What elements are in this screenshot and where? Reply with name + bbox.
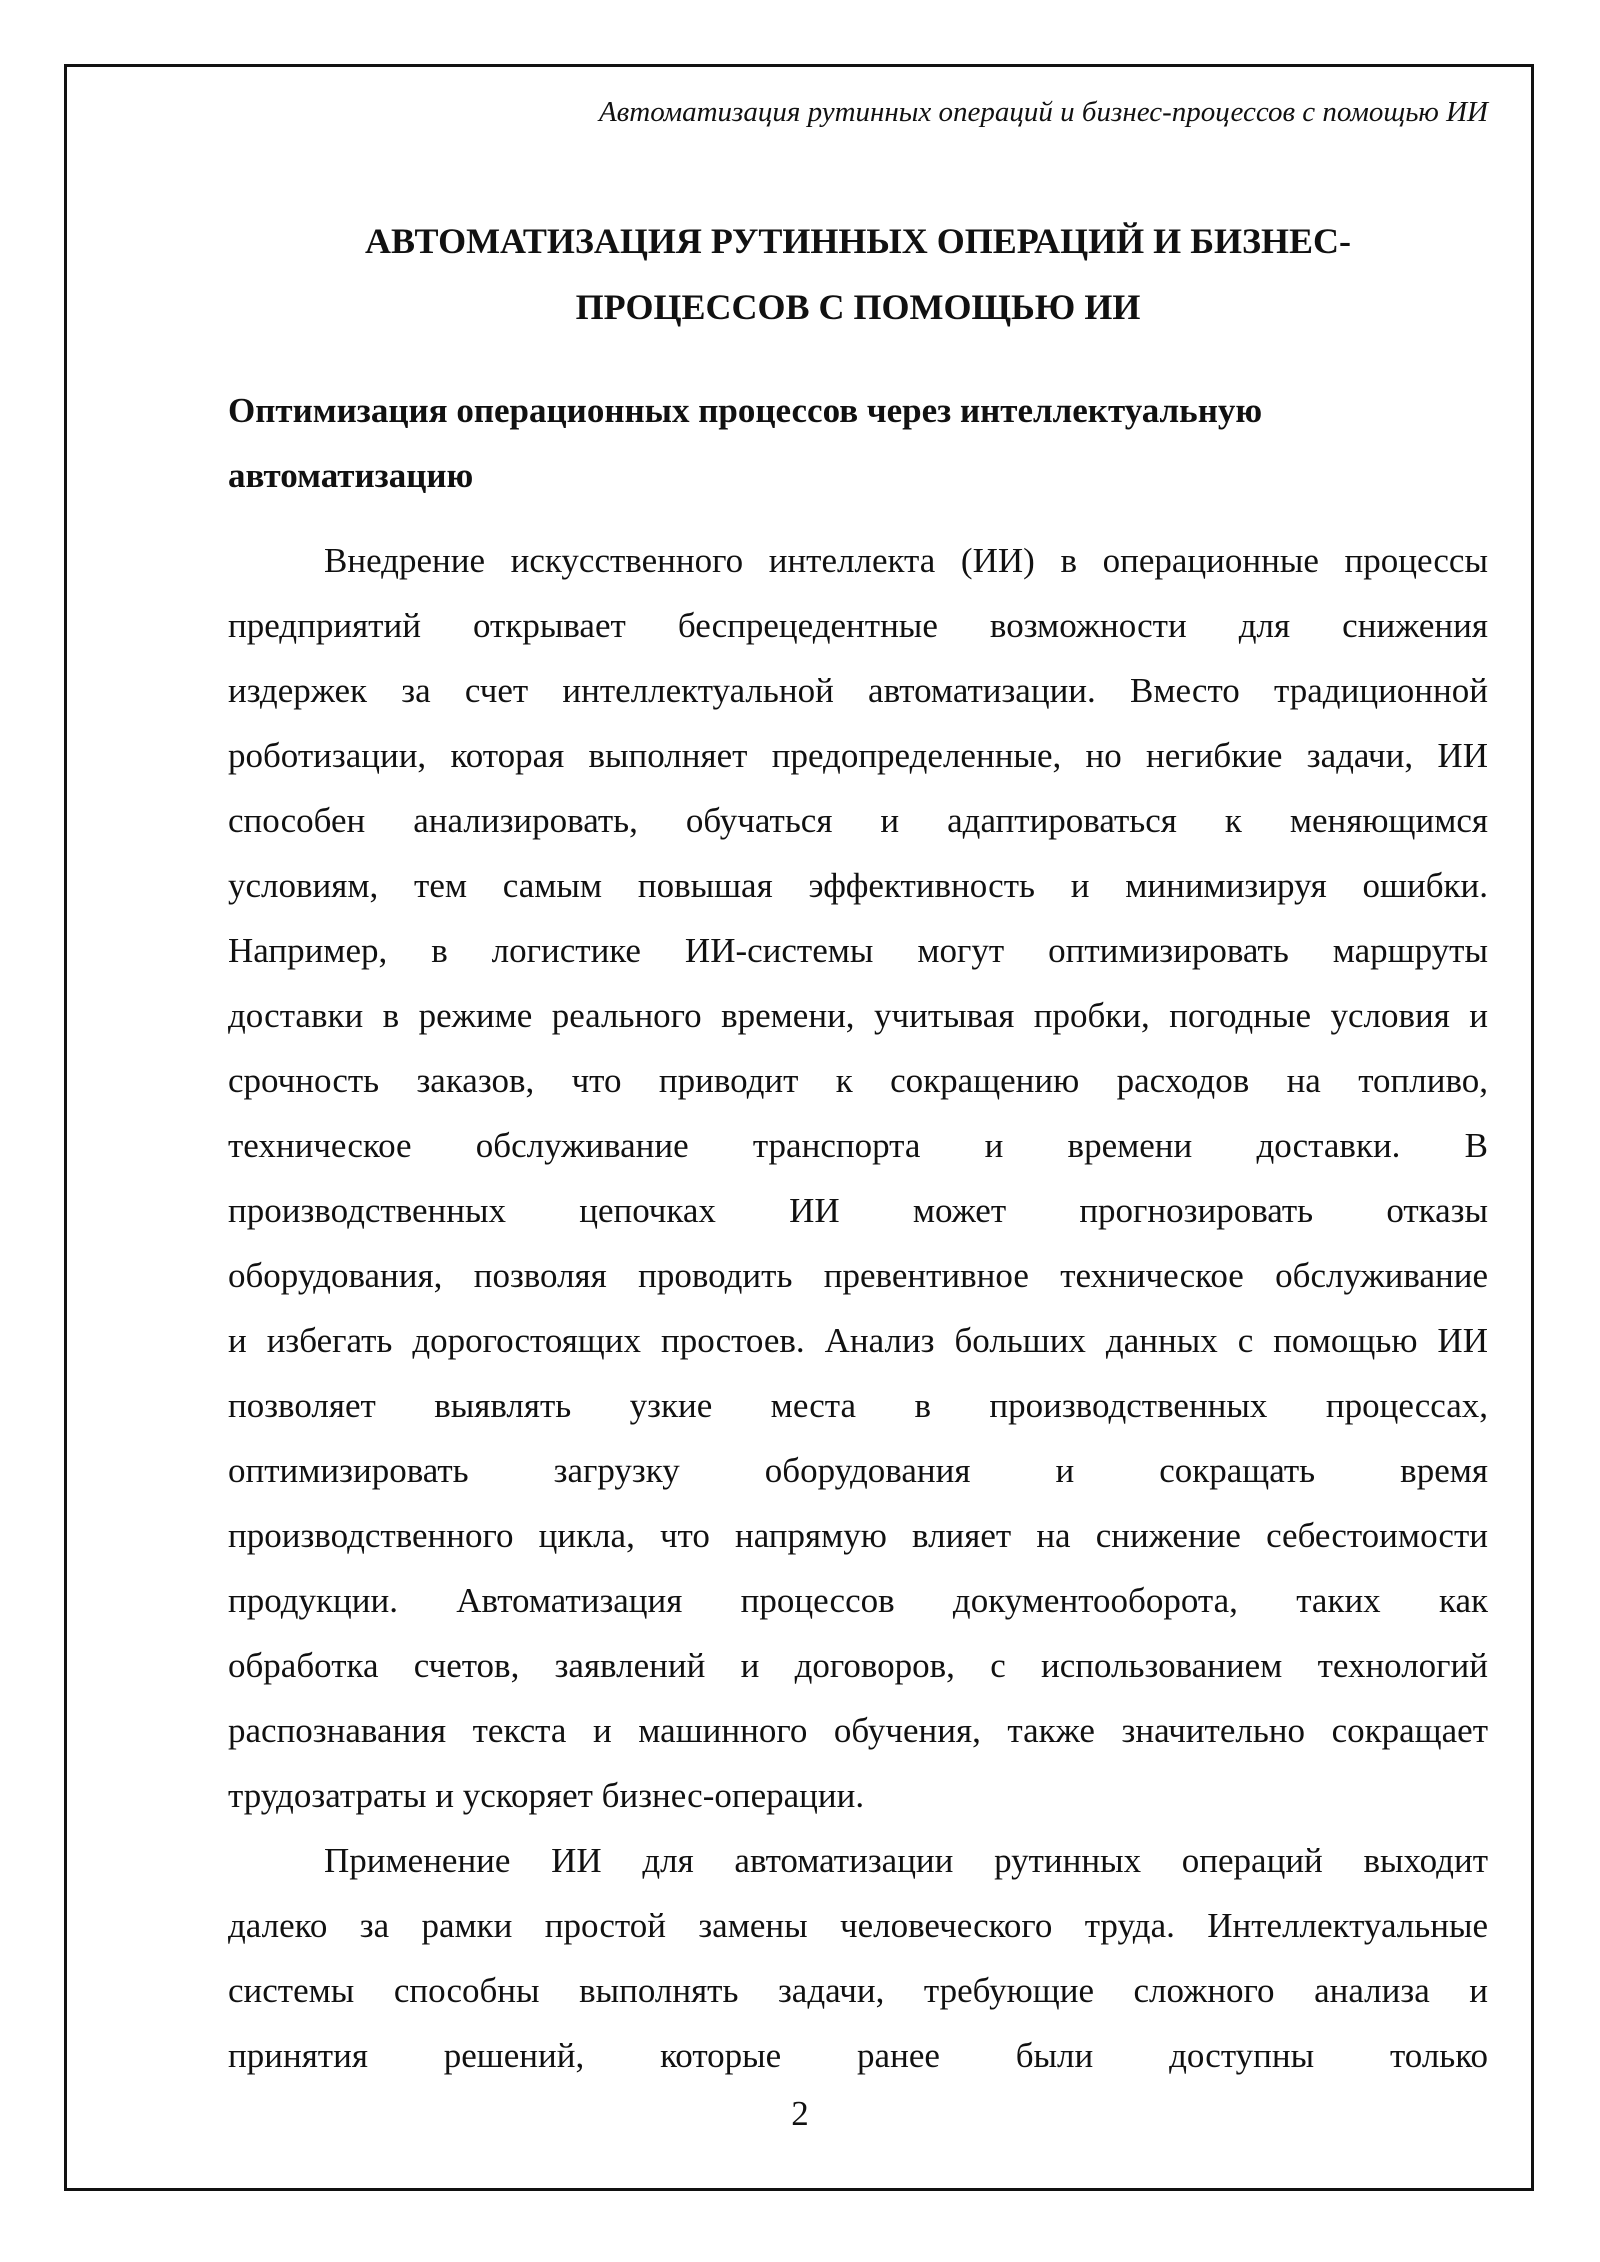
text-line: оптимизировать загрузку оборудования и сокращать время [228,1451,1488,1490]
text-line: принятия решений, которые ранее были доступны только [228,2036,1488,2075]
text-line: Внедрение искусственного интеллекта (ИИ) в операционные процессы [324,541,1488,580]
text-line: издержек за счет интеллектуальной автоматизации. Вместо традиционной [228,671,1488,710]
text-line: Например, в логистике ИИ-системы могут оптимизировать маршруты [228,931,1488,970]
page-number: 2 [791,2094,809,2133]
text-line: Применение ИИ для автоматизации рутинных операций выходит [324,1841,1488,1880]
text-line: трудозатраты и ускоряет бизнес-операции. [228,1776,865,1815]
text-line: способен анализировать, обучаться и адаптироваться к меняющимся [228,801,1488,840]
text-line: условиям, тем самым повышая эффективность и минимизируя ошибки. [228,866,1488,905]
section-heading [228,378,1488,508]
running-header: Автоматизация рутинных операций и бизнес-процессов с помощью ИИ [598,96,1488,128]
document-title-line: АВТОМАТИЗАЦИЯ РУТИННЫХ ОПЕРАЦИЙ И БИЗНЕС- [365,221,1351,261]
text-line: позволяет выявлять узкие места в производственных процессах, [228,1386,1488,1425]
text-line: и избегать дорогостоящих простоев. Анализ больших данных с помощью ИИ [228,1321,1488,1360]
text-line: системы способны выполнять задачи, требующие сложного анализа и [228,1971,1488,2010]
text-line: оборудования, позволяя проводить превентивное техническое обслуживание [228,1256,1488,1295]
text-line: производственных цепочках ИИ может прогнозировать отказы [228,1191,1488,1230]
text-line: продукции. Автоматизация процессов документооборота, таких как [228,1581,1488,1620]
text-line: предприятий открывает беспрецедентные возможности для снижения [228,606,1488,645]
text-line: роботизации, которая выполняет предопределенные, но негибкие задачи, ИИ [228,736,1488,775]
text-line: распознавания текста и машинного обучения, также значительно сокращает [228,1711,1488,1750]
paragraph-1 [228,528,1488,1828]
text-line: доставки в режиме реального времени, учитывая пробки, погодные условия и [228,996,1488,1035]
document-title-line: ПРОЦЕССОВ С ПОМОЩЬЮ ИИ [575,287,1141,327]
section-heading-line: Оптимизация операционных процессов через интеллектуальную [228,391,1263,430]
text-line: производственного цикла, что напрямую влияет на снижение себестоимости [228,1516,1488,1555]
text-line: обработка счетов, заявлений и договоров, с использованием технологий [228,1646,1488,1685]
document-title [228,208,1488,340]
section-heading-line: автоматизацию [228,456,474,495]
text-line: техническое обслуживание транспорта и времени доставки. В [228,1126,1488,1165]
body-text [228,528,1488,2088]
text-line: далеко за рамки простой замены человеческого труда. Интеллектуальные [228,1906,1488,1945]
text-line: срочность заказов, что приводит к сокращению расходов на топливо, [228,1061,1488,1100]
paragraph-2 [228,1828,1488,2088]
